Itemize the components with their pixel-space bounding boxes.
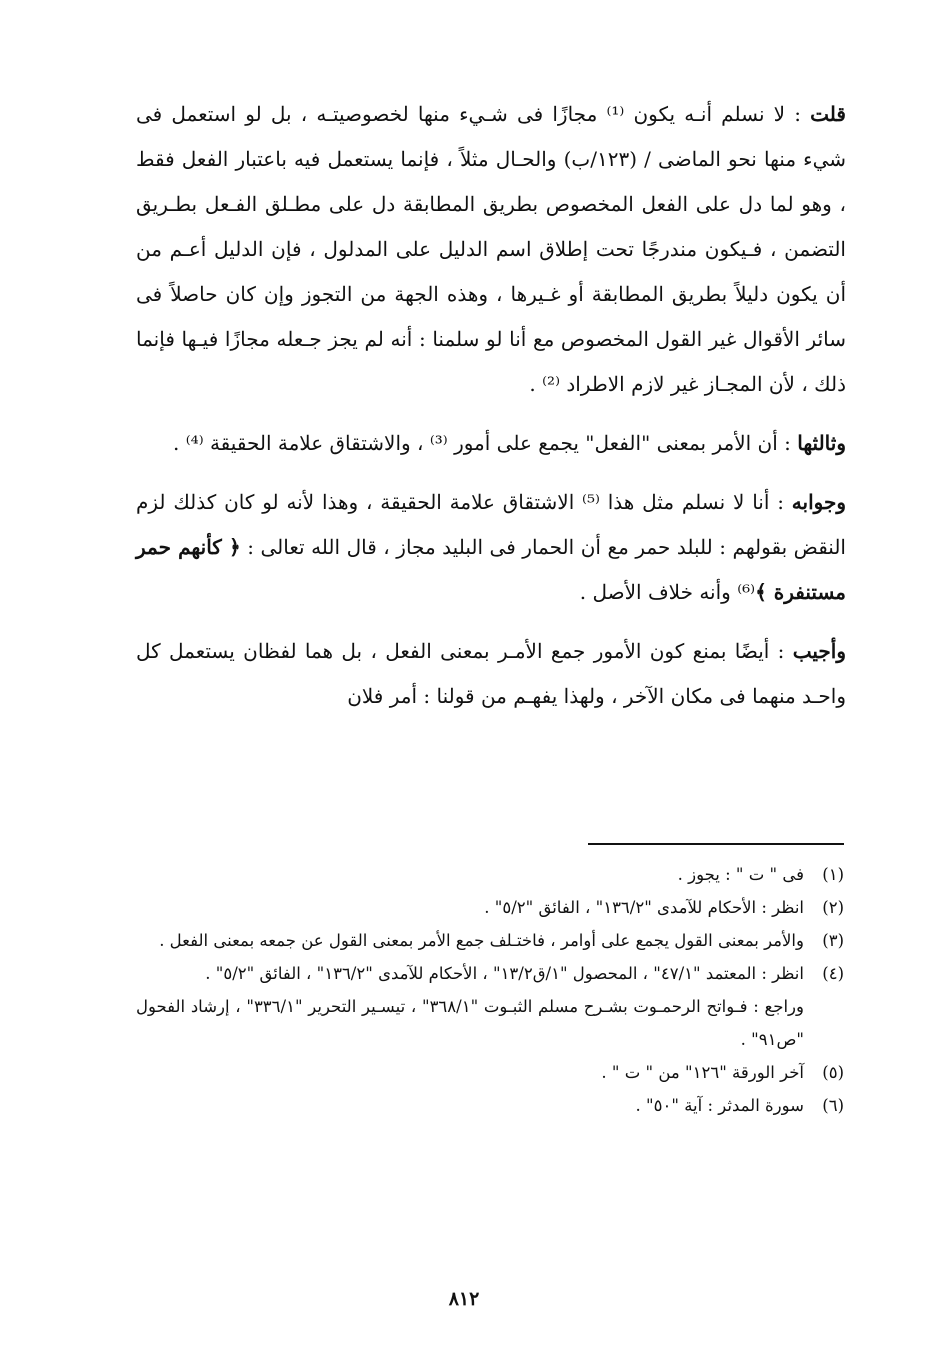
footnote-number: (٥) (822, 1063, 844, 1082)
paragraph-2-lead: وثالثها (797, 431, 846, 455)
footnote-number: (١) (822, 865, 844, 884)
paragraph-3-text: : أنا لا نسلم مثل هذا ⁽⁵⁾ الاشتقاق علامة الحقيقة ، وهذا لأنه لو كان كذلك لزم النقض بقولهم : للبلد حمر مع أن الحمار فى البليد مجاز ، قال الله تعالى : (136, 490, 846, 559)
footnote-text: سورة المدثر : آية "٥٠" . (635, 1096, 804, 1115)
footnote-text: والأمر بمعنى القول يجمع على أوامر ، فاختـلف جمع الأمر بمعنى القول عن جمعه بمعنى الفعل . (159, 931, 804, 950)
paragraph-4-text: : أيضًا بمنع كون الأمور جمع الأمـر بمعنى الفعل ، بل هما لفظان يستعمل كل واحـد منهما فى مكان الآخر ، ولهذا يفهـم من قولنا : أمر فلان (136, 639, 846, 708)
paragraph-3-after: ⁽⁶⁾ وأنه خلاف الأصل . (579, 580, 756, 604)
footnote (136, 858, 844, 891)
paragraph-3 (136, 480, 846, 615)
paragraph-2 (136, 421, 846, 466)
footnote (136, 1056, 844, 1089)
footnote-number: (٦) (822, 1096, 844, 1115)
footnote-continuation: وراجع : فـواتح الرحمـوت بشـرح مسلم الثبـوت "٣٦٨/١" ، تيسـير التحرير "٣٣٦/١" ، إرشاد الفحول "ص٩١" . (136, 997, 804, 1049)
paragraph-2-text: : أن الأمر بمعنى "الفعل" يجمع على أمور ⁽³⁾ ، والاشتقاق علامة الحقيقة ⁽⁴⁾ . (173, 431, 798, 455)
paragraph-1-text: : لا نسلم أنـه يكون ⁽¹⁾ مجازًا فى شـيء منها لخصوصيتـه ، بل لو استعمل فى شيء منها نحو الماضى / (١٢٣/ب) والحـال مثلاً ، فإنما يستعمل فيه باعتبار الفعل فقط ، وهو لما دل على الفعل المخصوص بطريق المطابقة دل على مطـلق الفـعل بطـريق التضمن ، فـيكون مندرجًا تحت إطلاق اسم الدليل على المدلول ، فإن الدليل أعـم من أن يكون دليلاً بطريق المطابقة أو غـيرها ، وهذه الجهة من التجوز وإن كان حاصلاً فى سائر الأقوال غير القول المخصوص مع أنا لو سلمنا : أنه لم يجز جـعله مجازًا فيـها فإنما ذلك ، لأن المجـاز غير لازم الاطراد ⁽²⁾ . (136, 102, 846, 396)
footnote-number: (٣) (822, 931, 844, 950)
footnote-text: انظر : الأحكام للآمدى "١٣٦/٢" ، الفائق "٥/٢" . (484, 898, 804, 917)
footnotes (136, 858, 844, 1122)
paragraph-4 (136, 629, 846, 719)
footnote (136, 924, 844, 957)
footnote-text: فى " ت " : يجوز . (677, 865, 804, 884)
paragraph-1-lead: قلت (810, 102, 846, 126)
footnote-number: (٤) (822, 964, 844, 983)
footnote (136, 891, 844, 924)
footnote-number: (٢) (822, 898, 844, 917)
footnote-divider (588, 843, 844, 845)
main-text (136, 92, 846, 733)
footnote (136, 1089, 844, 1122)
paragraph-1 (136, 92, 846, 407)
footnote (136, 957, 844, 990)
quran-quote: ﴿ كأنهم حمر مستنفرة ﴾ (136, 535, 846, 604)
paragraph-3-lead: وجوابه (791, 490, 846, 514)
footnote-text: آخر الورقة "١٢٦" من " ت " . (601, 1063, 804, 1082)
footnote-text: انظر : المعتمد "٤٧/١" ، المحصول "١/ق١٣/٢" ، الأحكام للآمدى "١٣٦/٢" ، الفائق "٥/٢" . (205, 964, 804, 983)
paragraph-4-lead: وأجيب (792, 639, 846, 663)
page-number: ٨١٢ (448, 1288, 480, 1310)
